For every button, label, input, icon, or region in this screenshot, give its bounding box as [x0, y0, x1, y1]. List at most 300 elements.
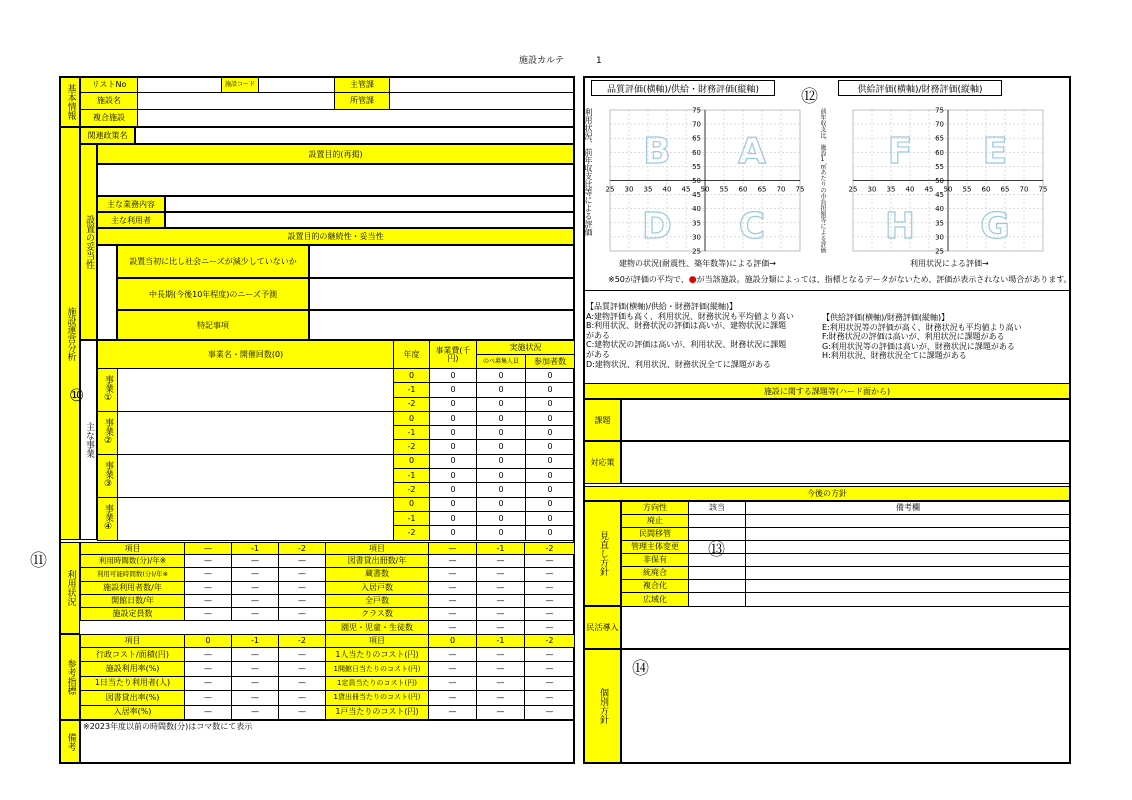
supervising-label: 主管課	[335, 78, 390, 93]
reference-value: —	[477, 705, 525, 719]
usage-value: —	[429, 568, 477, 581]
project-2-total: 0	[477, 411, 526, 425]
impl-header: 実施状況	[477, 341, 575, 355]
reference-value: —	[429, 662, 477, 676]
usage-value: —	[185, 594, 232, 607]
reference-head-item: 項目	[81, 635, 185, 648]
project-1-label: 事業①	[98, 369, 118, 412]
project-1-cost: 0	[430, 397, 477, 411]
facility-code-value[interactable]	[259, 78, 335, 93]
direction-item: 統廃合	[622, 567, 689, 580]
purpose-value[interactable]	[97, 164, 574, 196]
quadrant-d: D	[642, 206, 672, 247]
marker-12: ⑫	[801, 87, 818, 107]
usage-value: —	[525, 608, 575, 621]
private-label: 民活導入	[584, 606, 621, 649]
usage-value: —	[429, 594, 477, 607]
total-participants-header: のべ募集人員	[477, 355, 526, 369]
usage-value: —	[477, 581, 525, 594]
usage-label: 全戸数	[326, 594, 429, 607]
quadrant-h: H	[884, 206, 916, 247]
usage-label: 利用可能時間数(分)/年※	[81, 568, 185, 581]
usage-value: —	[185, 555, 232, 568]
reference-head-item: 項目	[326, 635, 429, 648]
reference-value: —	[279, 705, 326, 719]
reference-label: 1日当たり利用者(人)	[81, 676, 185, 690]
x-tick-label: 55	[719, 185, 729, 194]
facility-code-label: 施設コード	[222, 78, 259, 93]
project-3-cost: 0	[430, 454, 477, 468]
legend-right-line: F:財務状況の評価は高いが、利用状況に課題がある	[822, 332, 1005, 342]
usage-value: —	[232, 555, 279, 568]
usage-value: —	[525, 621, 575, 634]
remarks-note: ※2023年度以前の時間数(分)はコマ数にて表示	[83, 722, 253, 731]
x-tick-label: 65	[1000, 185, 1010, 194]
reference-value: —	[429, 691, 477, 705]
remarks-cell[interactable]	[746, 515, 1071, 528]
remarks-cell[interactable]	[746, 593, 1071, 607]
remarks-cell[interactable]	[746, 541, 1071, 554]
project-2-participants: 0	[526, 426, 575, 440]
project-3-total: 0	[477, 483, 526, 497]
reference-value: —	[232, 676, 279, 690]
project-2-name[interactable]	[118, 411, 394, 454]
reference-value: —	[525, 691, 575, 705]
legend-left	[586, 302, 826, 369]
related-policy-value[interactable]	[135, 127, 574, 144]
q-future-needs-value[interactable]	[309, 278, 574, 310]
project-2-year: 0	[394, 411, 430, 425]
complex-label: 複合施設	[81, 110, 138, 127]
project-4-participants: 0	[526, 526, 575, 540]
reference-value: —	[279, 676, 326, 690]
remarks-box[interactable]	[80, 720, 574, 763]
individual-label: 個別方針	[584, 649, 621, 763]
reference-head-y1: -1	[477, 635, 525, 648]
y-tick-label: 45	[935, 191, 944, 200]
usage-empty	[81, 621, 326, 634]
y-tick-label: 30	[692, 233, 701, 242]
y-tick-label: 75	[692, 106, 701, 115]
x-tick-label: 65	[757, 185, 767, 194]
reference-value: —	[525, 676, 575, 690]
legend-right-line: H:利用状況、財務状況全てに課題がある	[822, 351, 967, 361]
reference-value: —	[232, 648, 279, 662]
q-future-needs-label: 中長期(今後10年程度)のニーズ予測	[117, 278, 309, 310]
usage-section-label: 利用状況	[60, 542, 80, 634]
direction-item: 民間移管	[622, 528, 689, 541]
y-tick-label: 45	[692, 191, 701, 200]
y-tick-label: 40	[935, 205, 944, 214]
applicable-cell[interactable]	[689, 515, 746, 528]
direction-item: 廃止	[622, 515, 689, 528]
project-2-total: 0	[477, 440, 526, 454]
x-tick-label: 60	[981, 185, 991, 194]
supervising-value[interactable]	[390, 78, 575, 93]
marker-10: ⑩	[69, 386, 85, 406]
applicable-header: 該当	[689, 502, 746, 515]
usage-value: —	[525, 568, 575, 581]
reference-value: —	[477, 691, 525, 705]
reference-value: —	[279, 648, 326, 662]
review-label: 見直し方針	[584, 501, 621, 606]
project-4-total: 0	[477, 497, 526, 511]
project-1-name[interactable]	[118, 369, 394, 412]
project-4-participants: 0	[526, 497, 575, 511]
y-tick-label: 55	[935, 162, 944, 171]
legend-right	[822, 313, 1062, 361]
reference-head-y2: -2	[279, 635, 326, 648]
project-2-total: 0	[477, 426, 526, 440]
project-4-total: 0	[477, 526, 526, 540]
private-value[interactable]	[621, 606, 1070, 649]
x-tick-label: 35	[643, 185, 653, 194]
project-1-participants: 0	[526, 369, 575, 383]
projects-header: 事業名・開催回数(0)	[98, 341, 394, 369]
project-4-cost: 0	[430, 511, 477, 525]
quadrant-b: B	[643, 131, 671, 172]
project-4-participants: 0	[526, 511, 575, 525]
usage-value: —	[232, 581, 279, 594]
reference-label: 1貸出冊当たりのコスト(円)	[326, 691, 429, 705]
project-1-total: 0	[477, 383, 526, 397]
usage-value: —	[429, 555, 477, 568]
usage-label: 入居戸数	[326, 581, 429, 594]
project-2-cost: 0	[430, 426, 477, 440]
remarks-header: 備考欄	[746, 502, 1071, 515]
usage-value: —	[232, 608, 279, 621]
right-quadrant-chart	[839, 106, 1057, 258]
x-tick-label: 25	[848, 185, 858, 194]
reference-value: —	[232, 662, 279, 676]
usage-label: 施設定員数	[81, 608, 185, 621]
project-4-label: 事業④	[98, 497, 118, 540]
usage-value: —	[525, 594, 575, 607]
y-tick-label: 75	[935, 106, 944, 115]
usage-head-y2: -2	[279, 543, 326, 555]
x-tick-label: 50	[700, 185, 710, 194]
reference-value: —	[525, 648, 575, 662]
usage-value: —	[429, 581, 477, 594]
usage-head-item: 項目	[81, 543, 185, 555]
x-tick-label: 75	[1038, 185, 1048, 194]
direction-header: 方向性	[622, 502, 689, 515]
remarks-cell[interactable]	[746, 554, 1071, 567]
usage-table	[80, 542, 575, 635]
remarks-cell[interactable]	[746, 567, 1071, 580]
reference-value: —	[477, 662, 525, 676]
issue-value[interactable]	[621, 399, 1070, 441]
remarks-cell[interactable]	[746, 528, 1071, 541]
y-tick-label: 70	[935, 120, 944, 129]
analysis-section-label: 施設運営分析	[60, 127, 80, 540]
main-work-label: 主な業務内容	[97, 196, 165, 212]
reference-label: 1戸当たりのコスト(円)	[326, 705, 429, 719]
projects-table	[97, 340, 575, 541]
usage-value: —	[185, 581, 232, 594]
reference-head-y0: 0	[429, 635, 477, 648]
response-value[interactable]	[621, 441, 1070, 484]
project-4-cost: 0	[430, 526, 477, 540]
usage-value: —	[429, 621, 477, 634]
reference-value: —	[185, 662, 232, 676]
reference-value: —	[525, 662, 575, 676]
main-users-value[interactable]	[165, 212, 574, 228]
continuity-header: 設置目的の継続性・妥当性	[97, 228, 574, 245]
q-social-needs-label: 設置当初に比し社会ニーズが減少していないか	[117, 245, 309, 278]
project-3-name[interactable]	[118, 454, 394, 497]
project-4-cost: 0	[430, 497, 477, 511]
x-tick-label: 75	[795, 185, 805, 194]
x-tick-label: 70	[1019, 185, 1029, 194]
applicable-cell[interactable]	[689, 528, 746, 541]
y-tick-label: 65	[692, 134, 701, 143]
marker-14: ⑭	[632, 659, 649, 679]
project-1-year: -1	[394, 383, 430, 397]
right-chart-ylabel: 前年収支比、施設1㎡あたりの市負担額等による評価	[819, 108, 826, 253]
main-projects-label: 主な事業	[80, 340, 97, 540]
direction-item: 広域化	[622, 593, 689, 607]
complex-value[interactable]	[138, 110, 575, 127]
project-1-participants: 0	[526, 383, 575, 397]
related-policy-label: 関連政策名	[80, 127, 135, 144]
project-2-participants: 0	[526, 411, 575, 425]
y-tick-label: 60	[935, 148, 944, 157]
basic-info-label: 基本情報	[60, 77, 80, 127]
usage-label: 蔵書数	[326, 568, 429, 581]
legend-left-line: D:建物状況、利用状況、財務状況全てに課題がある	[586, 359, 771, 369]
usage-label: 利用時間数(分)/年※	[81, 555, 185, 568]
usage-value: —	[279, 555, 326, 568]
q-social-needs-value[interactable]	[309, 245, 574, 278]
usage-value: —	[477, 555, 525, 568]
legend-left-line: 【品質評価(横軸)/供給・財務評価(縦軸)】	[586, 302, 738, 311]
usage-head-y1: -1	[477, 543, 525, 555]
reference-value: —	[185, 648, 232, 662]
reference-label: 入居率(%)	[81, 705, 185, 719]
policy-header: 今後の方針	[584, 486, 1070, 501]
participants-header: 参加者数	[526, 355, 575, 369]
usage-label: 図書貸出冊数/年	[326, 555, 429, 568]
list-no-value[interactable]	[138, 78, 222, 93]
facility-name-value[interactable]	[138, 93, 335, 110]
direction-item: 管理主体変更	[622, 541, 689, 554]
right-chart-xlabel: 利用状況による評価→	[910, 259, 989, 268]
usage-value: —	[279, 608, 326, 621]
reference-section-label: 参考指標	[60, 634, 80, 720]
project-2-year: -2	[394, 440, 430, 454]
reference-label: 1定員当たりのコスト(円)	[326, 676, 429, 690]
x-tick-label: 60	[738, 185, 748, 194]
project-3-total: 0	[477, 469, 526, 483]
project-1-total: 0	[477, 397, 526, 411]
project-3-participants: 0	[526, 483, 575, 497]
legend-left-line: C:建物状況の評価は高いが、利用状況、財務状況に課題	[586, 340, 787, 350]
project-1-cost: 0	[430, 383, 477, 397]
q-notes-value[interactable]	[309, 310, 574, 340]
year-header: 年度	[394, 341, 430, 369]
usage-value: —	[477, 568, 525, 581]
reference-label: 施設利用率(%)	[81, 662, 185, 676]
project-3-total: 0	[477, 454, 526, 468]
project-2-year: -1	[394, 426, 430, 440]
applicable-cell[interactable]	[689, 580, 746, 593]
project-4-year: -2	[394, 526, 430, 540]
y-tick-label: 25	[692, 247, 701, 256]
chart-note: ※50が評価の平均で、●が当該施設。施設分類によっては、指標となるデータがないため、評価が表示されない場合があります。	[608, 275, 1072, 285]
usage-value: —	[279, 568, 326, 581]
individual-value[interactable]	[621, 649, 1070, 763]
project-2-participants: 0	[526, 440, 575, 454]
left-chart-title: 品質評価(横軸)/供給・財務評価(縦軸)	[591, 80, 775, 96]
project-1-total: 0	[477, 369, 526, 383]
validity-label: 設置の妥当性	[80, 144, 97, 340]
quadrant-f: F	[887, 131, 913, 172]
y-tick-label: 35	[935, 219, 944, 228]
usage-value: —	[232, 594, 279, 607]
main-users-label: 主な利用者	[97, 212, 165, 228]
project-2-cost: 0	[430, 440, 477, 454]
direction-item: 非保有	[622, 554, 689, 567]
usage-label: 施設利用者数/年	[81, 581, 185, 594]
remarks-section-label: 備考	[60, 720, 80, 763]
y-tick-label: 50	[692, 177, 701, 185]
usage-value: —	[525, 555, 575, 568]
reference-value: —	[185, 691, 232, 705]
usage-head-item: 項目	[326, 543, 429, 555]
project-4-total: 0	[477, 511, 526, 525]
usage-label: クラス数	[326, 608, 429, 621]
y-tick-label: 65	[935, 134, 944, 143]
x-tick-label: 25	[605, 185, 615, 194]
y-tick-label: 70	[692, 120, 701, 129]
issue-label: 課題	[584, 399, 621, 441]
project-1-year: 0	[394, 369, 430, 383]
reference-label: 1人当たりのコスト(円)	[326, 648, 429, 662]
usage-value: —	[232, 568, 279, 581]
y-tick-label: 30	[935, 233, 944, 242]
issues-header: 施設に関する課題等(ハード面から)	[584, 383, 1070, 399]
quadrant-a: A	[738, 131, 766, 172]
project-4-year: 0	[394, 497, 430, 511]
direction-item: 複合化	[622, 580, 689, 593]
project-2-cost: 0	[430, 411, 477, 425]
project-3-year: -1	[394, 469, 430, 483]
marker-11: ⑪	[30, 551, 47, 571]
reference-value: —	[185, 676, 232, 690]
project-3-participants: 0	[526, 469, 575, 483]
marker-13: ⑬	[708, 540, 725, 560]
page-number: 1	[596, 56, 602, 66]
legend-left-line: がある	[586, 349, 610, 359]
reference-value: —	[477, 676, 525, 690]
project-4-name[interactable]	[118, 497, 394, 540]
left-quadrant-chart	[596, 106, 814, 258]
y-tick-label: 50	[935, 177, 944, 185]
reference-value: —	[279, 662, 326, 676]
reference-value: —	[477, 648, 525, 662]
y-tick-label: 55	[692, 162, 701, 171]
continuity-spacer	[97, 245, 117, 340]
red-dot-icon: ●	[688, 275, 697, 285]
usage-value: —	[477, 594, 525, 607]
usage-head-y0: —	[429, 543, 477, 555]
x-tick-label: 40	[662, 185, 672, 194]
x-tick-label: 35	[886, 185, 896, 194]
reference-value: —	[185, 705, 232, 719]
project-1-participants: 0	[526, 397, 575, 411]
remarks-cell[interactable]	[746, 580, 1071, 593]
x-tick-label: 55	[962, 185, 972, 194]
legend-left-line: がある	[586, 330, 610, 340]
reference-label: 図書貸出率(%)	[81, 691, 185, 705]
project-3-label: 事業③	[98, 454, 118, 497]
main-work-value[interactable]	[165, 196, 574, 212]
reference-table	[80, 634, 575, 720]
reference-value: —	[429, 705, 477, 719]
list-no-label: リストNo	[81, 78, 138, 93]
usage-value: —	[185, 608, 232, 621]
x-tick-label: 45	[681, 185, 691, 194]
usage-value: —	[279, 581, 326, 594]
legend-left-line: A:建物評価も高く、利用状況、財務状況も平均値より高い	[586, 311, 794, 321]
policy-table	[621, 501, 1071, 607]
managing-value[interactable]	[390, 93, 575, 110]
cost-header: 事業費(千円)	[430, 341, 477, 369]
usage-head-y2: -2	[525, 543, 575, 555]
project-1-cost: 0	[430, 369, 477, 383]
reference-head-y1: -1	[232, 635, 279, 648]
usage-value: —	[525, 581, 575, 594]
y-tick-label: 40	[692, 205, 701, 214]
usage-head-y0: —	[185, 543, 232, 555]
y-tick-label: 60	[692, 148, 701, 157]
purpose-header: 設置目的(再掲)	[97, 144, 574, 164]
q-notes-label: 特記事項	[117, 310, 309, 340]
page-title: 施設カルテ	[519, 56, 565, 66]
response-label: 対応策	[584, 441, 621, 484]
x-tick-label: 50	[943, 185, 953, 194]
usage-label: 園児・児童・生徒数	[326, 621, 429, 634]
project-2-label: 事業②	[98, 411, 118, 454]
basic-info-table	[80, 77, 575, 127]
reference-value: —	[429, 648, 477, 662]
reference-head-y2: -2	[525, 635, 575, 648]
legend-right-line: 【供給評価(横軸)/財務評価(縦軸)】	[822, 313, 950, 322]
applicable-cell[interactable]	[689, 593, 746, 607]
x-tick-label: 40	[905, 185, 915, 194]
right-chart-title: 供給評価(横軸)/財務評価(縦軸)	[838, 80, 1002, 96]
reference-value: —	[279, 691, 326, 705]
quadrant-e: E	[982, 131, 1008, 172]
project-3-participants: 0	[526, 454, 575, 468]
reference-label: 1開館日当たりのコスト(円)	[326, 662, 429, 676]
quadrant-g: G	[980, 206, 1010, 247]
reference-value: —	[232, 691, 279, 705]
usage-value: —	[477, 621, 525, 634]
left-chart-xlabel: 建物の状況(耐震性、築年数等)による評価→	[619, 259, 776, 268]
y-tick-label: 25	[935, 247, 944, 256]
x-tick-label: 30	[624, 185, 634, 194]
usage-value: —	[429, 608, 477, 621]
reference-head-y0: 0	[185, 635, 232, 648]
reference-value: —	[232, 705, 279, 719]
y-tick-label: 35	[692, 219, 701, 228]
usage-head-y1: -1	[232, 543, 279, 555]
legend-right-line: G:利用状況等の評価は高いが、財務状況に課題がある	[822, 341, 1015, 351]
usage-value: —	[185, 568, 232, 581]
applicable-cell[interactable]	[689, 567, 746, 580]
